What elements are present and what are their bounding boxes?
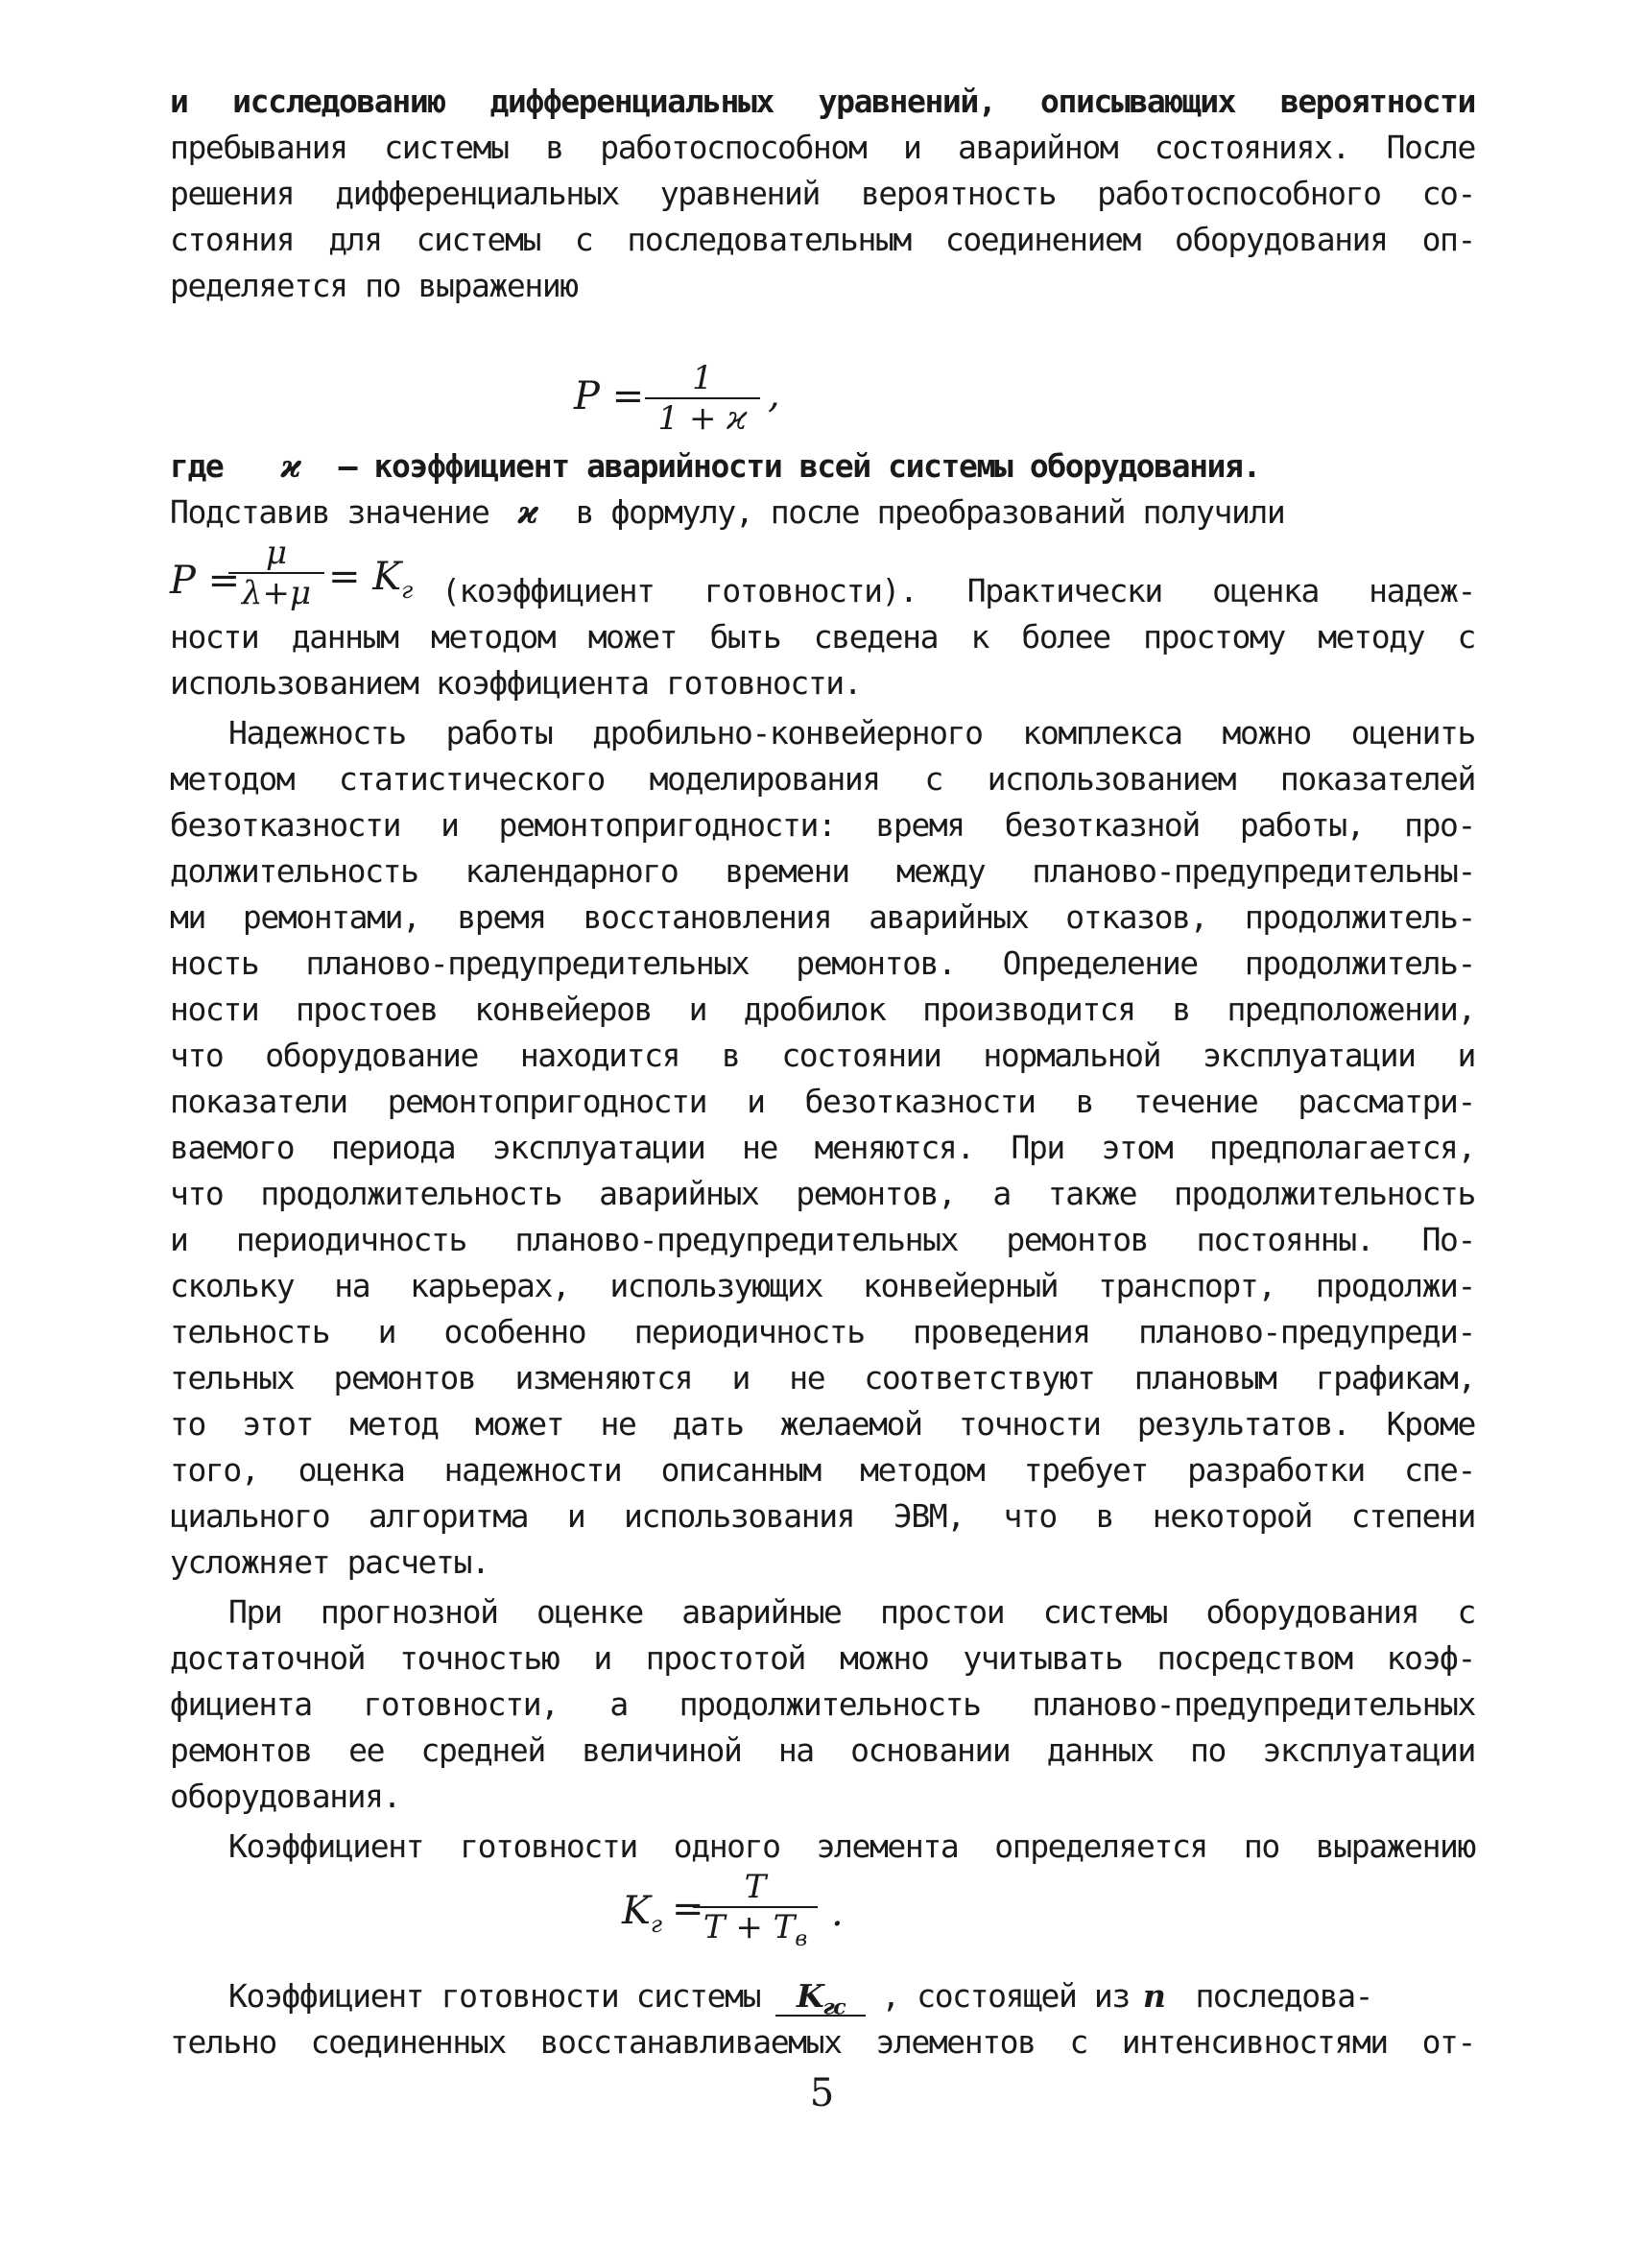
text-line: что продолжительность аварийных ремонтов, а также продолжительность bbox=[170, 1175, 1475, 1212]
formula-rhs bbox=[328, 555, 413, 604]
text-line: тельных ремонтов изменяются и не соответствуют плановым графикам, bbox=[170, 1359, 1475, 1397]
text-line bbox=[170, 443, 1475, 489]
formula-den-main: T + T bbox=[703, 1908, 796, 1946]
where-text: – коэффициент аварийности всей системы оборудования. bbox=[338, 447, 1260, 485]
formula-tail: . bbox=[831, 1891, 844, 1935]
kgs-symbol bbox=[775, 1977, 866, 2020]
text-line: (коэффициент готовности). Практически оценка надеж- bbox=[441, 572, 1475, 609]
formula-denominator: λ+μ bbox=[241, 574, 312, 612]
formula-fraction bbox=[228, 534, 324, 612]
text-line: стояния для системы с последовательным соединением оборудования оп- bbox=[170, 221, 1475, 258]
text-line: циального алгоритма и использования ЭВМ, что в некоторой степени bbox=[170, 1497, 1475, 1535]
formula-den-subscript: в bbox=[795, 1926, 808, 1951]
text-line: фициента готовности, а продолжительность планово-предупредительных bbox=[170, 1685, 1475, 1723]
formula-k: K bbox=[622, 1889, 651, 1933]
para5-text-c: последова- bbox=[1195, 1977, 1373, 2015]
text-line: ности простоев конвейеров и дробилок производится в предположении, bbox=[170, 991, 1475, 1028]
formula-eq: = bbox=[672, 1887, 704, 1931]
kgs-subscript: гс bbox=[822, 1994, 846, 2020]
text-line: Коэффициент готовности одного элемента определяется по выражению bbox=[228, 1827, 1475, 1865]
text-line: тельность и особенно периодичность проведения планово-предупреди- bbox=[170, 1313, 1475, 1350]
para5-text-b: , состоящей из bbox=[881, 1977, 1130, 2015]
formula-lhs bbox=[622, 1889, 662, 1938]
kappa-symbol: ϰ bbox=[517, 493, 537, 531]
text-line: что оборудование находится в состоянии нормальной эксплуатации и bbox=[170, 1037, 1475, 1074]
text-line: показатели ремонтопригодности и безотказности в течение рассматри- bbox=[170, 1083, 1475, 1120]
text-line: тельно соединенных восстанавливаемых элементов с интенсивностями от- bbox=[170, 2023, 1475, 2061]
n-symbol: n bbox=[1142, 1977, 1165, 2015]
kappa-symbol: ϰ bbox=[280, 447, 300, 485]
formula-denominator bbox=[693, 1908, 818, 1959]
formula-numerator: μ bbox=[265, 534, 288, 572]
text-line: ность планово-предупредительных ремонтов. Определение продолжитель- bbox=[170, 944, 1475, 982]
formula-lhs: P = bbox=[574, 374, 645, 418]
formula-subscript: г bbox=[650, 1911, 663, 1938]
text-line: усложняет расчеты. bbox=[170, 1543, 489, 1581]
text-line: ми ремонтами, время восстановления аварийных отказов, продолжитель- bbox=[170, 898, 1475, 936]
subst-text-a: Подставив значение bbox=[170, 493, 489, 531]
text-line: того, оценка надежности описанным методом требует разработки спе- bbox=[170, 1451, 1475, 1489]
text-line: решения дифференциальных уравнений вероятность работоспособного со- bbox=[170, 175, 1475, 212]
text-line: скольку на карьерах, использующих конвейерный транспорт, продолжи- bbox=[170, 1267, 1475, 1304]
subst-text-b: в формулу, после преобразований получили bbox=[575, 493, 1285, 531]
text-line: ности данным методом может быть сведена к более простому методу с bbox=[170, 618, 1475, 656]
text-line: ваемого периода эксплуатации не меняются. При этом предполагается, bbox=[170, 1129, 1475, 1166]
formula-eq: = K bbox=[328, 555, 402, 599]
text-line: достаточной точностью и простотой можно учитывать посредством коэф- bbox=[170, 1639, 1475, 1677]
formula-fraction bbox=[693, 1868, 818, 1959]
text-line: использованием коэффициента готовности. bbox=[170, 664, 862, 702]
text-line: должительность календарного времени между планово-предупредительны- bbox=[170, 852, 1475, 890]
text-line: ремонтов ее средней величиной на основании данных по эксплуатации bbox=[170, 1731, 1475, 1769]
text-line: пребывания системы в работоспособном и аварийном состояниях. После bbox=[170, 129, 1475, 166]
text-line: оборудования. bbox=[170, 1778, 401, 1815]
text-line: безотказности и ремонтопригодности: время безотказной работы, про- bbox=[170, 806, 1475, 844]
where-word: где bbox=[170, 447, 224, 485]
formula-numerator: T bbox=[744, 1868, 767, 1906]
text-line bbox=[170, 489, 1475, 536]
formula-fraction bbox=[645, 359, 760, 438]
text-line: и исследованию дифференциальных уравнений, описывающих вероятности bbox=[170, 83, 1475, 120]
text-line: и периодичность планово-предупредительных ремонтов постоянны. По- bbox=[170, 1221, 1475, 1258]
formula-numerator: 1 bbox=[692, 359, 713, 397]
text-line: При прогнозной оценке аварийные простои системы оборудования с bbox=[228, 1593, 1475, 1631]
formula-lhs: P = bbox=[170, 559, 241, 603]
text-line: ределяется по выражению bbox=[170, 267, 578, 304]
formula-subscript: г bbox=[401, 577, 414, 604]
page-number: 5 bbox=[809, 2071, 835, 2115]
formula-tail: , bbox=[768, 372, 780, 417]
text-line: то этот метод может не дать желаемой точности результатов. Кроме bbox=[170, 1405, 1475, 1443]
kgs-k: K bbox=[797, 1977, 823, 2015]
text-line: методом статистического моделирования с использованием показателей bbox=[170, 760, 1475, 798]
text-line: Надежность работы дробильно-конвейерного комплекса можно оценить bbox=[228, 714, 1475, 752]
para5-text-a: Коэффициент готовности системы bbox=[228, 1977, 761, 2015]
formula-denominator: 1 + ϰ bbox=[657, 399, 748, 438]
